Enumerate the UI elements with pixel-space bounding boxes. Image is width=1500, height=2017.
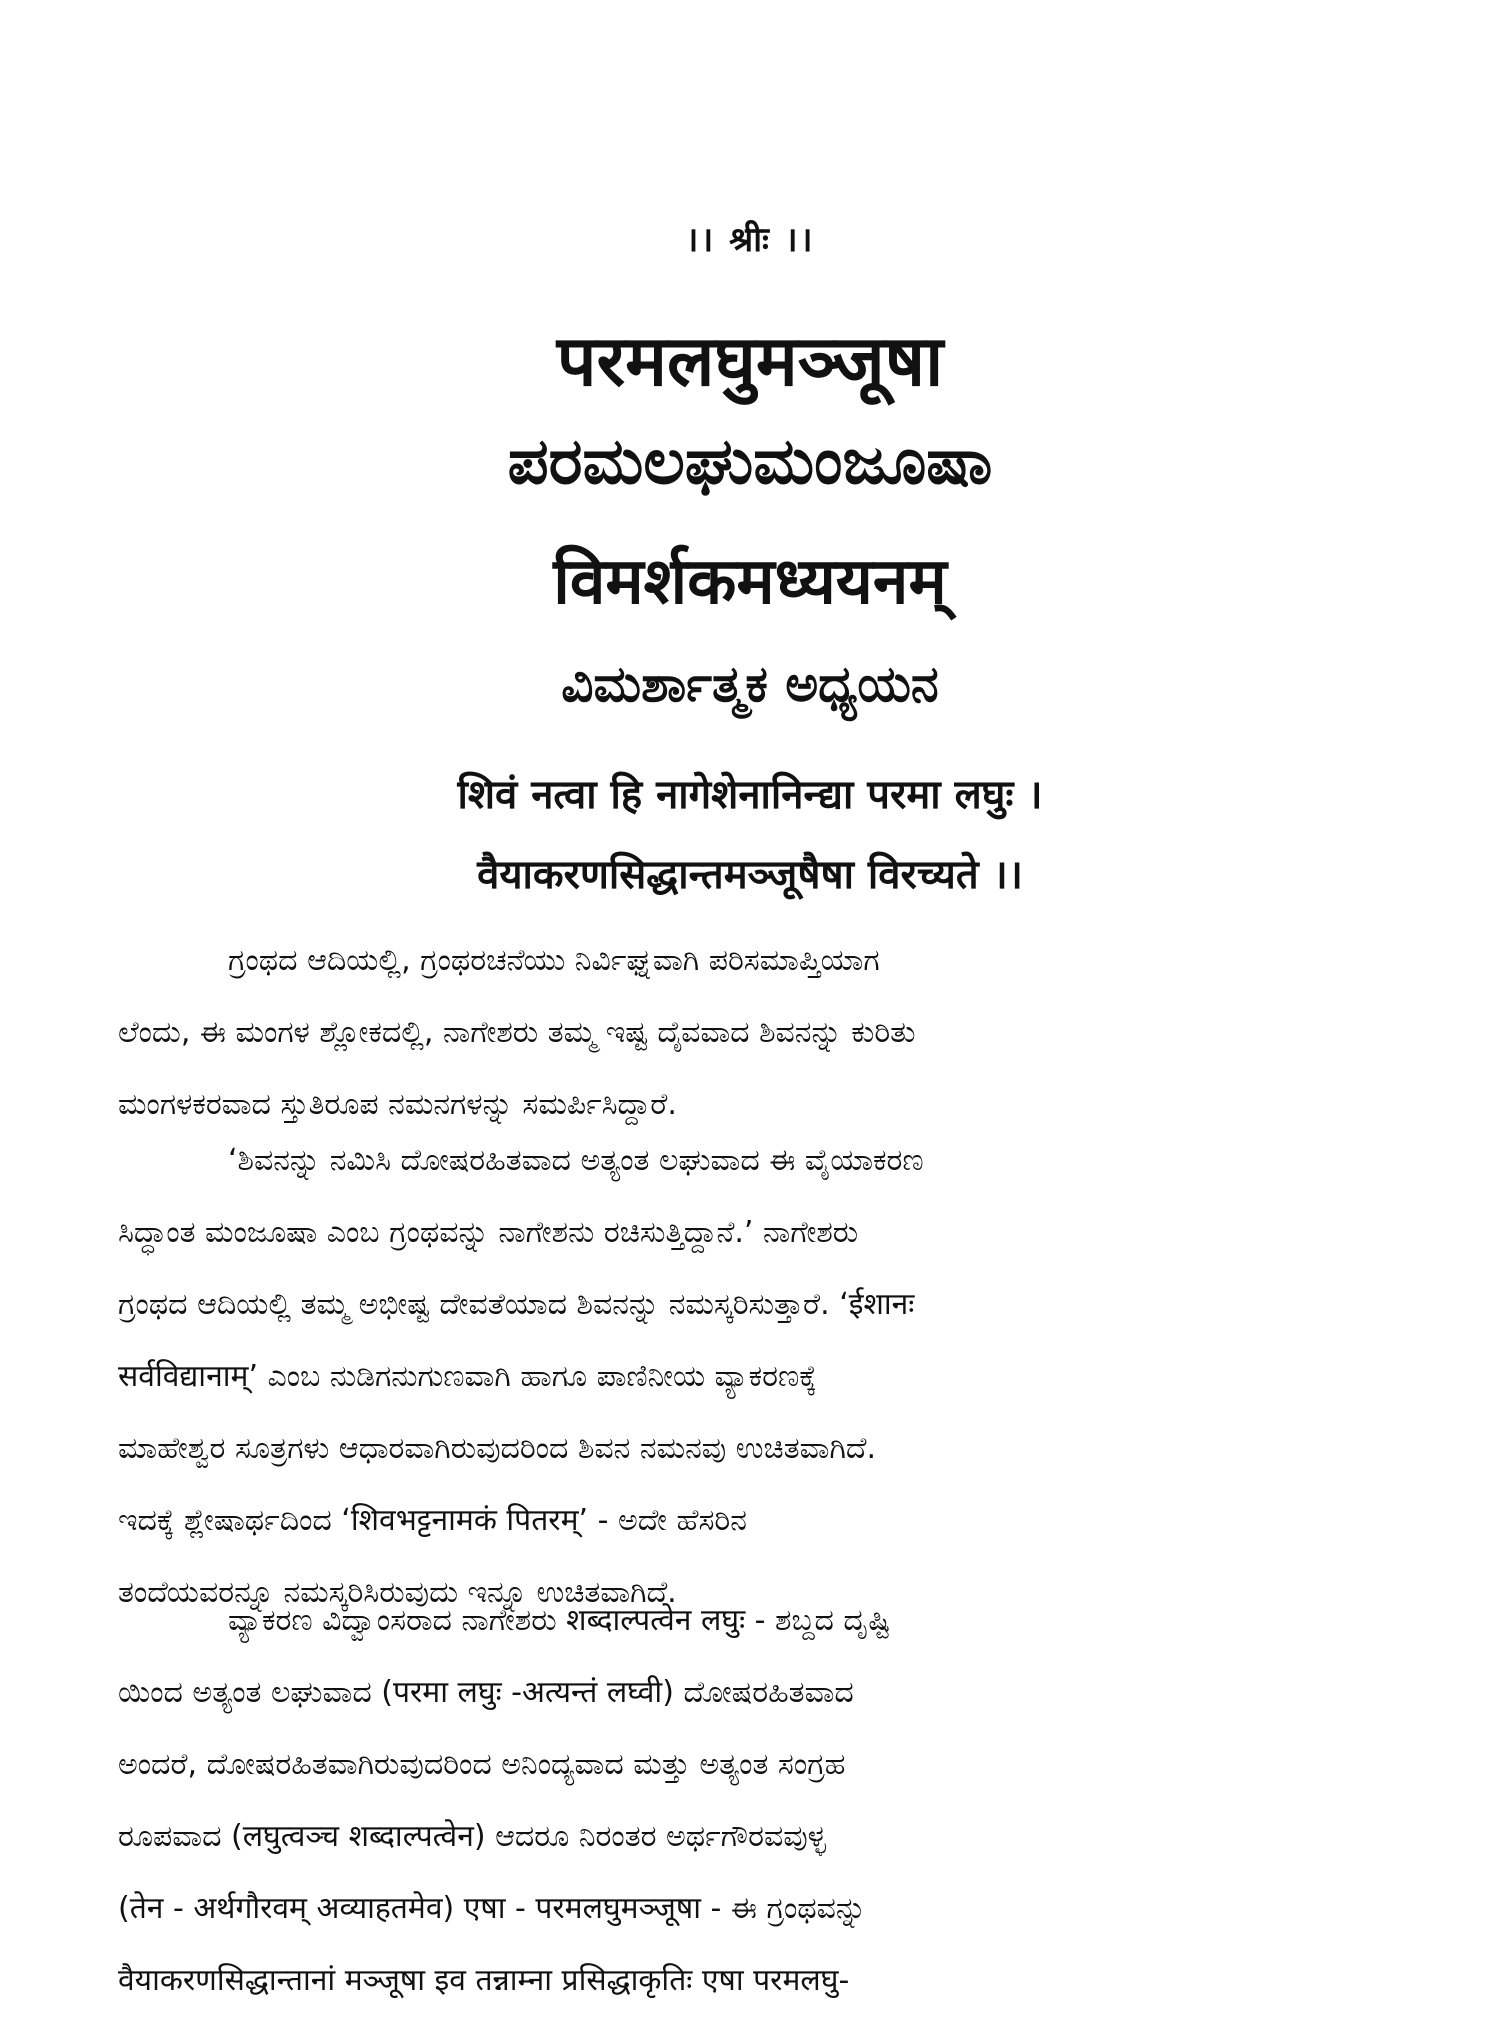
paragraph-line: ಅಂದರೆ, ದೋಷರಹಿತವಾಗಿರುವುದರಿಂದ ಅನಿಂದ್ಯವಾದ ಮತ್ತು ಅತ್ಯಂತ ಸಂಗ್ರಹ (118, 1747, 846, 1782)
paragraph-1 (118, 925, 1463, 1141)
verse-line-1: शिवं नत्वा हि नागेशेनानिन्द्या परमा लघुः । (457, 772, 1043, 818)
paragraph-line: ಸಿದ್ಧಾಂತ ಮಂಜೂಷಾ ಎಂಬ ಗ್ರಂಥವನ್ನು ನಾಗೇಶನು ರಚಿಸುತ್ತಿದ್ದಾನೆ.’ ನಾಗೇಶರು (118, 1215, 859, 1250)
paragraph-line: ಮಾಹೇಶ್ವರ ಸೂತ್ರಗಳು ಆಧಾರವಾಗಿರುವುದರಿಂದ ಶಿವನ ನಮನವು ಉಚಿತವಾಗಿದೆ. (118, 1431, 876, 1466)
invocation-sri: ।। श्रीः ।। (685, 220, 815, 260)
paragraph-line: ಗ್ರಂಥದ ಆದಿಯಲ್ಲಿ, ಗ್ರಂಥರಚನೆಯು ನಿರ್ವಿಘ್ನವಾಗಿ ಪರಿಸಮಾಪ್ತಿಯಾಗ (228, 943, 880, 978)
verse-line-2: वैयाकरणसिद्धान्तमञ्जूषैषा विरच्यते ।। (477, 852, 1023, 898)
paragraph-line: ವ್ಯಾಕರಣ ವಿದ್ವಾಂಸರಾದ ನಾಗೇಶರು शब्दाल्पत्वेन लघुः - ಶಬ್ದದ ದೃಷ್ಟಿ (228, 1603, 891, 1638)
paragraph-line: ಗ್ರಂಥದ ಆದಿಯಲ್ಲಿ ತಮ್ಮ ಅಭೀಷ್ಟ ದೇವತೆಯಾದ ಶಿವನನ್ನು ನಮಸ್ಕರಿಸುತ್ತಾರೆ. ‘ईशानः (118, 1287, 915, 1322)
title-kannada: ಪರಮಲಘುಮಂಜೂಷಾ (507, 425, 993, 499)
title-devanagari: परमलघुमञ्जूषा (556, 320, 944, 402)
paragraph-3 (118, 1585, 1463, 2017)
paragraph-line: ಯಿಂದ ಅತ್ಯಂತ ಲಘುವಾದ (परमा लघुः -अत्यन्तं लघ्वी) ದೋಷರಹಿತವಾದ (118, 1675, 854, 1710)
paragraph-line: ತಂದೆಯವರನ್ನೂ ನಮಸ್ಕರಿಸಿರುವುದು ಇನ್ನೂ ಉಚಿತವಾಗಿದೆ. (118, 1575, 677, 1610)
subtitle-devanagari: विमर्शकमध्ययनम् (553, 545, 947, 619)
paragraph-line: सर्वविद्यानाम्’ ಎಂಬ ನುಡಿಗನುಗುಣವಾಗಿ ಹಾಗೂ ಪಾಣಿನೀಯ ವ್ಯಾಕರಣಕ್ಕೆ (118, 1359, 817, 1394)
paragraph-line: (तेन - अर्थगौरवम् अव्याहतमेव) एषा - परमलघुमञ्जूषा - ಈ ಗ್ರಂಥವನ್ನು (118, 1891, 867, 1926)
paragraph-line: ಇದಕ್ಕೆ ಶ್ಲೇಷಾರ್ಥದಿಂದ ‘शिवभट्टनामकं पितरम्’ - ಅದೇ ಹೆಸರಿನ (118, 1503, 747, 1538)
paragraph-line: ಮಂಗಳಕರವಾದ ಸ್ತುತಿರೂಪ ನಮನಗಳನ್ನು ಸಮರ್ಪಿಸಿದ್ದಾರೆ. (118, 1087, 677, 1122)
paragraph-2 (118, 1125, 1463, 1629)
paragraph-line: वैयाकरणसिद्धान्तानां मञ्जूषा इव तन्नाम्ना प्रसिद्धाकृतिः एषा परमलघु- (118, 1963, 850, 1998)
subtitle-kannada: ವಿಮರ್ಶಾತ್ಮಕ ಅಧ್ಯಯನ (561, 655, 939, 713)
paragraph-line: ಲೆಂದು, ಈ ಮಂಗಳ ಶ್ಲೋಕದಲ್ಲಿ, ನಾಗೇಶರು ತಮ್ಮ ಇಷ್ಟ ದೈವವಾದ ಶಿವನನ್ನು ಕುರಿತು (118, 1015, 916, 1050)
paragraph-line: ‘ಶಿವನನ್ನು ನಮಿಸಿ ದೋಷರಹಿತವಾದ ಅತ್ಯಂತ ಲಘುವಾದ ಈ ವೈಯಾಕರಣ (228, 1143, 924, 1178)
paragraph-line: ರೂಪವಾದ (लघुत्वञ्च शब्दाल्पत्वेन) ಆದರೂ ನಿರಂತರ ಅರ್ಥಗೌರವವುಳ್ಳ (118, 1819, 826, 1854)
